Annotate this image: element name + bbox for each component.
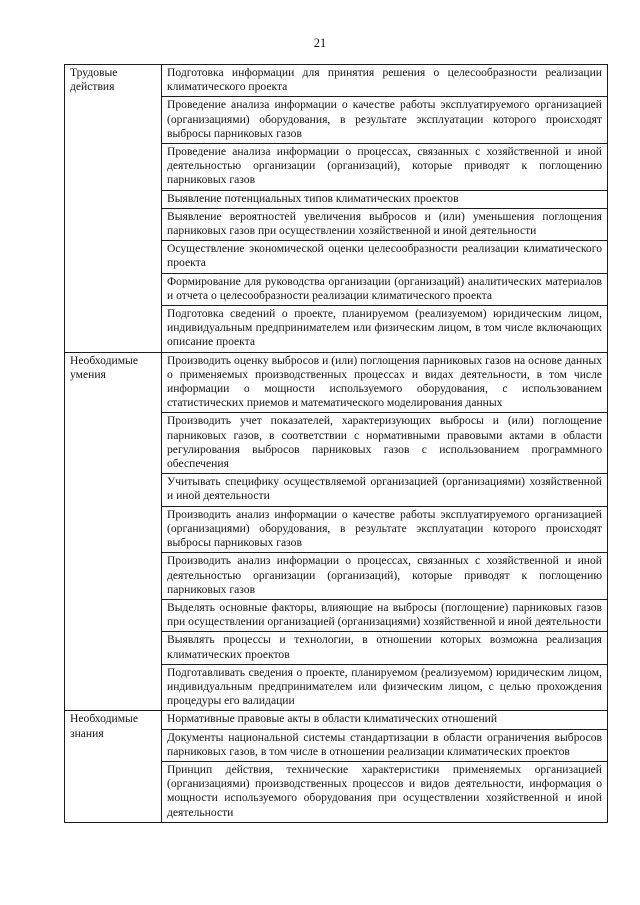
table-row [65, 65, 608, 97]
table-cell: Выявлять процессы и технологии, в отношении которых возможна реализация климатических проектов [162, 632, 608, 664]
table-row [65, 711, 608, 729]
table-cell: Нормативные правовые акты в области климатических отношений [162, 711, 608, 729]
table-cell: Проведение анализа информации о качестве работы эксплуатируемого организацией (организациями) оборудования, в результате эксплуатации которого происходят выбросы парниковых газов [162, 97, 608, 144]
section-label-required-knowledge: Необходимые знания [65, 711, 162, 822]
table-cell: Выделять основные факторы, влияющие на выбросы (поглощение) парниковых газов при осуществлении организацией (организациями) хозяйственной и иной деятельности [162, 599, 608, 631]
table-cell: Производить оценку выбросов и (или) поглощения парниковых газов на основе данных о применяемых производственных процессах и видах деятельности, в том числе информации о мощности используемого оборудования, с использованием статистических приемов и математического моделирования данных [162, 352, 608, 413]
table-cell: Документы национальной системы стандартизации в области ограничения выбросов парниковых газов, в том числе в отношении реализации климатических проектов [162, 729, 608, 761]
table-cell: Производить учет показателей, характеризующих выбросы и (или) поглощение парниковых газов, в соответствии с нормативными правовыми актами в области регулирования выбросов парниковых газов с использованием программного обеспечения [162, 413, 608, 474]
table-cell: Выявление потенциальных типов климатических проектов [162, 190, 608, 208]
page-number: 21 [313, 36, 327, 50]
table-cell: Формирование для руководства организации (организаций) аналитических материалов и отчета о целесообразности реализации климатического проекта [162, 273, 608, 305]
table-cell: Производить анализ информации о процессах, связанных с хозяйственной и иной деятельностью организации (организаций), которые приводят к поглощению парниковых газов [162, 553, 608, 600]
table-cell: Подготавливать сведения о проекте, планируемом (реализуемом) юридическим лицом, индивидуальным предпринимателем или физическим лицом, с целью прохождения процедуры его валидации [162, 664, 608, 711]
section-label-labor-actions: Трудовые действия [65, 65, 162, 353]
table-cell: Подготовка сведений о проекте, планируемом (реализуемом) юридическим лицом, индивидуальным предпринимателем или физическим лицом, в том числе включающих описание проекта [162, 306, 608, 353]
table-cell: Производить анализ информации о качестве работы эксплуатируемого организацией (организациями) оборудования, в результате эксплуатации которого происходят выбросы парниковых газов [162, 506, 608, 553]
table-cell: Осуществление экономической оценки целесообразности реализации климатического проекта [162, 241, 608, 273]
table-cell: Проведение анализа информации о процессах, связанных с хозяйственной и иной деятельностью организации (организаций), которые приводят к поглощению парниковых газов [162, 144, 608, 191]
table-cell: Выявление вероятностей увеличения выбросов и (или) уменьшения поглощения парниковых газов при осуществлении хозяйственной и иной деятельности [162, 208, 608, 240]
table-cell: Принцип действия, технические характеристики применяемых организацией (организациями) производственных процессов и видов деятельности, информация о мощности используемого оборудования при осуществлении хозяйственной и иной деятельности [162, 761, 608, 822]
table-row [65, 352, 608, 413]
section-label-required-skills: Необходимые умения [65, 352, 162, 711]
competency-table [64, 64, 608, 823]
table-cell: Подготовка информации для принятия решения о целесообразности реализации климатического проекта [162, 65, 608, 97]
table-cell: Учитывать специфику осуществляемой организацией (организациями) хозяйственной и иной деятельности [162, 474, 608, 506]
